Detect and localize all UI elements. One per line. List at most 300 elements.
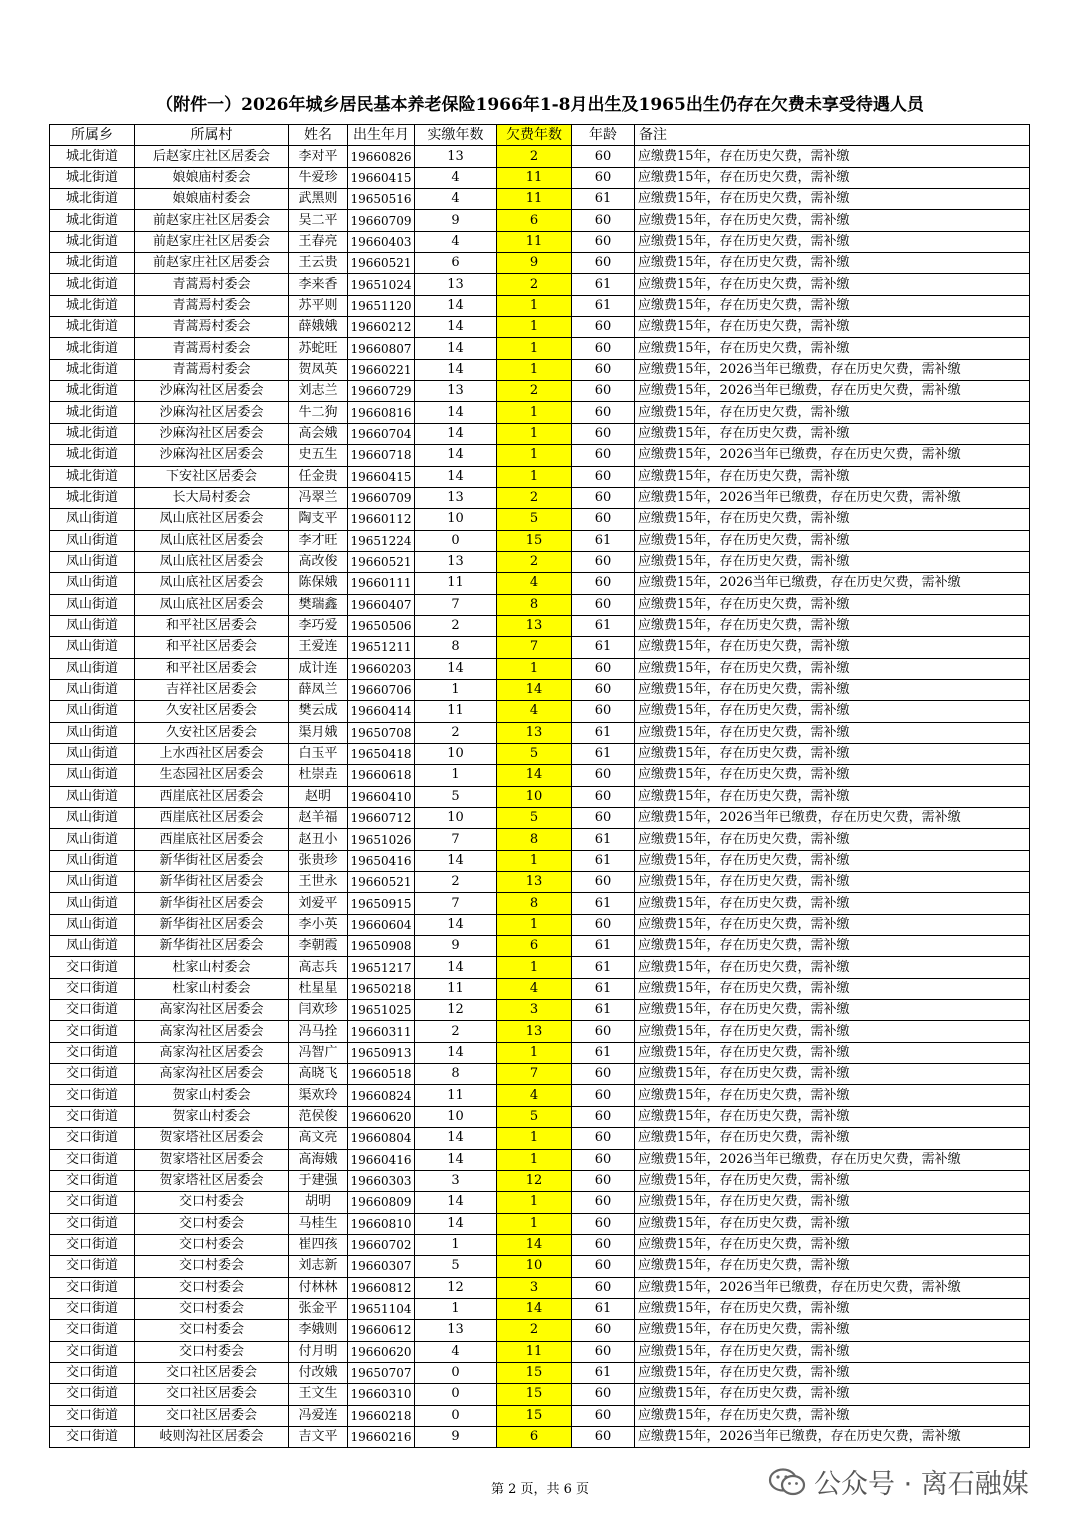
cell-age: 60: [572, 1149, 635, 1170]
cell-village: 青蒿焉村委会: [135, 359, 289, 380]
cell-name: 刘志新: [289, 1256, 348, 1277]
cell-remarks: 应缴费15年，存在历史欠费，需补缴: [635, 1170, 1030, 1191]
cell-paid-years: 6: [415, 253, 497, 274]
table-row: [50, 722, 1030, 743]
cell-age: 60: [572, 1106, 635, 1127]
cell-remarks: 应缴费15年，存在历史欠费，需补缴: [635, 1384, 1030, 1405]
cell-name: 史五生: [289, 445, 348, 466]
cell-village: 交口社区居委会: [135, 1405, 289, 1426]
cell-village: 沙麻沟社区居委会: [135, 423, 289, 444]
cell-village: 凤山底社区居委会: [135, 509, 289, 530]
cell-village: 青蒿焉村委会: [135, 295, 289, 316]
table-row: [50, 658, 1030, 679]
cell-village: 杜家山村委会: [135, 978, 289, 999]
cell-remarks: 应缴费15年，2026当年已缴费，存在历史欠费，需补缴: [635, 1277, 1030, 1298]
cell-arrears-years: 1: [497, 1192, 572, 1213]
cell-name: 付林林: [289, 1277, 348, 1298]
cell-age: 60: [572, 146, 635, 167]
cell-village: 西崖底社区居委会: [135, 786, 289, 807]
cell-birth-date: 19660618: [348, 765, 415, 786]
cell-name: 吴二平: [289, 210, 348, 231]
cell-birth-date: 19660709: [348, 487, 415, 508]
cell-arrears-years: 1: [497, 658, 572, 679]
cell-age: 61: [572, 957, 635, 978]
cell-name: 冯马拴: [289, 1021, 348, 1042]
cell-arrears-years: 3: [497, 1000, 572, 1021]
cell-arrears-years: 2: [497, 146, 572, 167]
cell-birth-date: 19660824: [348, 1085, 415, 1106]
table-row: [50, 637, 1030, 658]
cell-age: 61: [572, 850, 635, 871]
cell-name: 王春亮: [289, 231, 348, 252]
cell-village: 新华街社区居委会: [135, 872, 289, 893]
cell-remarks: 应缴费15年，存在历史欠费，需补缴: [635, 1362, 1030, 1383]
cell-age: 60: [572, 1021, 635, 1042]
cell-township: 凤山街道: [50, 936, 135, 957]
cell-paid-years: 2: [415, 722, 497, 743]
cell-township: 交口街道: [50, 1277, 135, 1298]
cell-village: 久安社区居委会: [135, 701, 289, 722]
cell-remarks: 应缴费15年，存在历史欠费，需补缴: [635, 701, 1030, 722]
cell-paid-years: 2: [415, 872, 497, 893]
table-row: [50, 530, 1030, 551]
header-age: 年龄: [572, 125, 635, 146]
table-row: [50, 679, 1030, 700]
cell-arrears-years: 2: [497, 381, 572, 402]
cell-paid-years: 13: [415, 146, 497, 167]
cell-age: 60: [572, 786, 635, 807]
header-name: 姓名: [289, 125, 348, 146]
cell-village: 前赵家庄社区居委会: [135, 253, 289, 274]
cell-village: 交口村委会: [135, 1277, 289, 1298]
cell-township: 凤山街道: [50, 658, 135, 679]
cell-name: 薛凤兰: [289, 679, 348, 700]
cell-birth-date: 19651104: [348, 1298, 415, 1319]
cell-birth-date: 19660307: [348, 1256, 415, 1277]
cell-name: 刘志兰: [289, 381, 348, 402]
cell-arrears-years: 13: [497, 615, 572, 636]
table-row: [50, 701, 1030, 722]
cell-age: 60: [572, 701, 635, 722]
cell-village: 岐则沟社区居委会: [135, 1426, 289, 1447]
cell-remarks: 应缴费15年，存在历史欠费，需补缴: [635, 231, 1030, 252]
cell-birth-date: 19660816: [348, 402, 415, 423]
cell-arrears-years: 4: [497, 701, 572, 722]
cell-age: 60: [572, 573, 635, 594]
cell-birth-date: 19660704: [348, 423, 415, 444]
cell-age: 60: [572, 1256, 635, 1277]
cell-name: 牛爱珍: [289, 167, 348, 188]
cell-arrears-years: 2: [497, 551, 572, 572]
table-row: [50, 210, 1030, 231]
cell-birth-date: 19651026: [348, 829, 415, 850]
cell-name: 白玉平: [289, 743, 348, 764]
cell-name: 陈保娥: [289, 573, 348, 594]
table-row: [50, 1170, 1030, 1191]
cell-paid-years: 9: [415, 1426, 497, 1447]
cell-township: 城北街道: [50, 210, 135, 231]
cell-name: 张贵珍: [289, 850, 348, 871]
table-row: [50, 1234, 1030, 1255]
cell-remarks: 应缴费15年，存在历史欠费，需补缴: [635, 466, 1030, 487]
cell-village: 后赵家庄社区居委会: [135, 146, 289, 167]
cell-township: 凤山街道: [50, 893, 135, 914]
cell-birth-date: 19650418: [348, 743, 415, 764]
cell-age: 60: [572, 679, 635, 700]
table-row: [50, 167, 1030, 188]
cell-age: 60: [572, 1213, 635, 1234]
cell-age: 61: [572, 530, 635, 551]
cell-name: 于建强: [289, 1170, 348, 1191]
cell-age: 61: [572, 1298, 635, 1319]
cell-township: 交口街道: [50, 1405, 135, 1426]
cell-township: 城北街道: [50, 189, 135, 210]
cell-name: 闫欢珍: [289, 1000, 348, 1021]
cell-birth-date: 19650915: [348, 893, 415, 914]
table-row: [50, 978, 1030, 999]
cell-name: 高志兵: [289, 957, 348, 978]
cell-birth-date: 19660410: [348, 786, 415, 807]
cell-township: 凤山街道: [50, 722, 135, 743]
cell-paid-years: 14: [415, 1042, 497, 1063]
cell-village: 贺家山村委会: [135, 1085, 289, 1106]
cell-arrears-years: 14: [497, 679, 572, 700]
cell-township: 城北街道: [50, 466, 135, 487]
cell-birth-date: 19660718: [348, 445, 415, 466]
cell-birth-date: 19660729: [348, 381, 415, 402]
table-row: [50, 1000, 1030, 1021]
cell-remarks: 应缴费15年，2026当年已缴费，存在历史欠费，需补缴: [635, 359, 1030, 380]
cell-birth-date: 19660303: [348, 1170, 415, 1191]
cell-birth-date: 19660218: [348, 1405, 415, 1426]
cell-paid-years: 11: [415, 1085, 497, 1106]
cell-birth-date: 19660212: [348, 317, 415, 338]
table-row: [50, 872, 1030, 893]
cell-township: 交口街道: [50, 1192, 135, 1213]
cell-arrears-years: 9: [497, 253, 572, 274]
cell-paid-years: 14: [415, 295, 497, 316]
cell-name: 渠月娥: [289, 722, 348, 743]
cell-birth-date: 19660620: [348, 1341, 415, 1362]
table-row: [50, 423, 1030, 444]
header-birth-date: 出生年月: [348, 125, 415, 146]
cell-birth-date: 19650908: [348, 936, 415, 957]
cell-township: 城北街道: [50, 231, 135, 252]
cell-remarks: 应缴费15年，存在历史欠费，需补缴: [635, 1000, 1030, 1021]
cell-township: 城北街道: [50, 295, 135, 316]
cell-age: 61: [572, 1042, 635, 1063]
cell-township: 凤山街道: [50, 829, 135, 850]
cell-village: 交口社区居委会: [135, 1384, 289, 1405]
cell-age: 60: [572, 231, 635, 252]
cell-village: 久安社区居委会: [135, 722, 289, 743]
cell-township: 凤山街道: [50, 637, 135, 658]
header-township: 所属乡: [50, 125, 135, 146]
cell-age: 60: [572, 658, 635, 679]
cell-birth-date: 19660620: [348, 1106, 415, 1127]
cell-age: 60: [572, 808, 635, 829]
table-row: [50, 274, 1030, 295]
cell-village: 贺家塔社区居委会: [135, 1170, 289, 1191]
cell-arrears-years: 13: [497, 1021, 572, 1042]
table-row: [50, 808, 1030, 829]
cell-village: 高家沟社区居委会: [135, 1000, 289, 1021]
table-row: [50, 829, 1030, 850]
cell-arrears-years: 1: [497, 957, 572, 978]
cell-age: 61: [572, 637, 635, 658]
cell-age: 61: [572, 295, 635, 316]
cell-paid-years: 12: [415, 1277, 497, 1298]
cell-name: 冯爱连: [289, 1405, 348, 1426]
cell-village: 新华街社区居委会: [135, 850, 289, 871]
cell-township: 凤山街道: [50, 551, 135, 572]
cell-arrears-years: 1: [497, 317, 572, 338]
table-row: [50, 1064, 1030, 1085]
cell-paid-years: 14: [415, 914, 497, 935]
cell-paid-years: 14: [415, 1213, 497, 1234]
cell-paid-years: 14: [415, 466, 497, 487]
cell-arrears-years: 6: [497, 210, 572, 231]
cell-township: 凤山街道: [50, 850, 135, 871]
cell-paid-years: 1: [415, 679, 497, 700]
cell-township: 凤山街道: [50, 679, 135, 700]
cell-paid-years: 14: [415, 957, 497, 978]
cell-remarks: 应缴费15年，存在历史欠费，需补缴: [635, 1064, 1030, 1085]
header-arrears-years: 欠费年数: [497, 125, 572, 146]
cell-township: 凤山街道: [50, 530, 135, 551]
cell-birth-date: 19660521: [348, 551, 415, 572]
cell-township: 交口街道: [50, 957, 135, 978]
cell-remarks: 应缴费15年，存在历史欠费，需补缴: [635, 146, 1030, 167]
cell-arrears-years: 1: [497, 402, 572, 423]
cell-paid-years: 14: [415, 423, 497, 444]
cell-age: 60: [572, 872, 635, 893]
cell-township: 交口街道: [50, 1362, 135, 1383]
cell-township: 交口街道: [50, 1106, 135, 1127]
cell-name: 赵明: [289, 786, 348, 807]
cell-village: 生态园社区居委会: [135, 765, 289, 786]
cell-township: 凤山街道: [50, 786, 135, 807]
cell-village: 下安社区居委会: [135, 466, 289, 487]
cell-name: 樊云成: [289, 701, 348, 722]
cell-age: 60: [572, 466, 635, 487]
cell-paid-years: 10: [415, 808, 497, 829]
table-row: [50, 445, 1030, 466]
cell-age: 61: [572, 743, 635, 764]
table-row: [50, 1405, 1030, 1426]
table-row: [50, 1085, 1030, 1106]
cell-village: 新华街社区居委会: [135, 936, 289, 957]
table-row: [50, 551, 1030, 572]
cell-name: 渠欢玲: [289, 1085, 348, 1106]
cell-name: 李朝霞: [289, 936, 348, 957]
table-row: [50, 1426, 1030, 1447]
cell-name: 李对平: [289, 146, 348, 167]
cell-remarks: 应缴费15年，2026当年已缴费，存在历史欠费，需补缴: [635, 445, 1030, 466]
cell-village: 贺家山村委会: [135, 1106, 289, 1127]
cell-name: 赵羊福: [289, 808, 348, 829]
cell-birth-date: 19660604: [348, 914, 415, 935]
cell-age: 60: [572, 423, 635, 444]
cell-name: 马桂生: [289, 1213, 348, 1234]
cell-paid-years: 7: [415, 829, 497, 850]
cell-township: 城北街道: [50, 146, 135, 167]
cell-paid-years: 11: [415, 978, 497, 999]
cell-age: 61: [572, 893, 635, 914]
cell-paid-years: 4: [415, 231, 497, 252]
cell-remarks: 应缴费15年，存在历史欠费，需补缴: [635, 1085, 1030, 1106]
cell-paid-years: 11: [415, 701, 497, 722]
cell-arrears-years: 4: [497, 573, 572, 594]
cell-name: 冯翠兰: [289, 487, 348, 508]
cell-arrears-years: 6: [497, 936, 572, 957]
cell-paid-years: 5: [415, 1256, 497, 1277]
cell-arrears-years: 11: [497, 189, 572, 210]
cell-age: 61: [572, 936, 635, 957]
cell-township: 城北街道: [50, 487, 135, 508]
cell-age: 61: [572, 978, 635, 999]
cell-birth-date: 19650913: [348, 1042, 415, 1063]
cell-paid-years: 13: [415, 1320, 497, 1341]
cell-arrears-years: 1: [497, 1213, 572, 1234]
table-row: [50, 402, 1030, 423]
cell-township: 交口街道: [50, 1256, 135, 1277]
cell-arrears-years: 5: [497, 808, 572, 829]
cell-township: 交口街道: [50, 1085, 135, 1106]
cell-arrears-years: 4: [497, 1085, 572, 1106]
page-number: 第 2 页，共 6 页: [490, 1482, 590, 1497]
cell-village: 贺家塔社区居委会: [135, 1149, 289, 1170]
cell-name: 李小英: [289, 914, 348, 935]
cell-arrears-years: 10: [497, 786, 572, 807]
cell-township: 交口街道: [50, 1149, 135, 1170]
cell-name: 李娥则: [289, 1320, 348, 1341]
header-remarks: 备注: [635, 125, 1030, 146]
cell-township: 凤山街道: [50, 615, 135, 636]
cell-village: 新华街社区居委会: [135, 914, 289, 935]
cell-village: 交口村委会: [135, 1320, 289, 1341]
cell-remarks: 应缴费15年，存在历史欠费，需补缴: [635, 914, 1030, 935]
arrears-table: [49, 124, 1030, 1448]
cell-village: 交口村委会: [135, 1341, 289, 1362]
cell-village: 和平社区居委会: [135, 615, 289, 636]
cell-paid-years: 14: [415, 445, 497, 466]
cell-township: 凤山街道: [50, 743, 135, 764]
cell-birth-date: 19660203: [348, 658, 415, 679]
cell-age: 60: [572, 1384, 635, 1405]
cell-birth-date: 19651217: [348, 957, 415, 978]
cell-remarks: 应缴费15年，2026当年已缴费，存在历史欠费，需补缴: [635, 573, 1030, 594]
table-row: [50, 487, 1030, 508]
cell-paid-years: 13: [415, 274, 497, 295]
cell-birth-date: 19660826: [348, 146, 415, 167]
cell-remarks: 应缴费15年，2026当年已缴费，存在历史欠费，需补缴: [635, 381, 1030, 402]
cell-age: 61: [572, 829, 635, 850]
table-row: [50, 1042, 1030, 1063]
cell-age: 60: [572, 765, 635, 786]
cell-birth-date: 19660709: [348, 210, 415, 231]
table-row: [50, 295, 1030, 316]
table-row: [50, 509, 1030, 530]
document-title: （附件一）2026年城乡居民基本养老保险1966年1-8月出生及1965出生仍存在欠费未享受待遇人员: [156, 95, 924, 115]
cell-remarks: 应缴费15年，2026当年已缴费，存在历史欠费，需补缴: [635, 487, 1030, 508]
cell-village: 青蒿焉村委会: [135, 317, 289, 338]
cell-age: 60: [572, 253, 635, 274]
cell-township: 交口街道: [50, 1128, 135, 1149]
cell-name: 武黑则: [289, 189, 348, 210]
cell-paid-years: 14: [415, 317, 497, 338]
cell-paid-years: 0: [415, 1405, 497, 1426]
cell-birth-date: 19660415: [348, 167, 415, 188]
cell-paid-years: 10: [415, 509, 497, 530]
cell-village: 高家沟社区居委会: [135, 1021, 289, 1042]
cell-village: 西崖底社区居委会: [135, 808, 289, 829]
table-row: [50, 189, 1030, 210]
cell-paid-years: 1: [415, 765, 497, 786]
cell-village: 交口村委会: [135, 1192, 289, 1213]
cell-remarks: 应缴费15年，存在历史欠费，需补缴: [635, 722, 1030, 743]
cell-remarks: 应缴费15年，存在历史欠费，需补缴: [635, 893, 1030, 914]
wechat-icon: [768, 1467, 806, 1497]
cell-remarks: 应缴费15年，存在历史欠费，需补缴: [635, 317, 1030, 338]
cell-birth-date: 19660702: [348, 1234, 415, 1255]
cell-age: 60: [572, 1341, 635, 1362]
cell-birth-date: 19660809: [348, 1192, 415, 1213]
cell-age: 60: [572, 359, 635, 380]
cell-name: 杜星星: [289, 978, 348, 999]
cell-name: 陶支平: [289, 509, 348, 530]
table-header-row: [50, 125, 1030, 146]
table-row: [50, 893, 1030, 914]
cell-paid-years: 13: [415, 487, 497, 508]
cell-name: 赵丑小: [289, 829, 348, 850]
cell-name: 张金平: [289, 1298, 348, 1319]
cell-paid-years: 0: [415, 1362, 497, 1383]
cell-age: 60: [572, 167, 635, 188]
cell-village: 和平社区居委会: [135, 658, 289, 679]
table-row: [50, 850, 1030, 871]
cell-village: 前赵家庄社区居委会: [135, 210, 289, 231]
cell-age: 61: [572, 722, 635, 743]
table-row: [50, 1256, 1030, 1277]
cell-village: 凤山底社区居委会: [135, 551, 289, 572]
cell-birth-date: 19660612: [348, 1320, 415, 1341]
table-row: [50, 1128, 1030, 1149]
cell-village: 交口村委会: [135, 1234, 289, 1255]
cell-birth-date: 19650707: [348, 1362, 415, 1383]
cell-arrears-years: 12: [497, 1170, 572, 1191]
cell-arrears-years: 11: [497, 167, 572, 188]
table-row: [50, 1149, 1030, 1170]
cell-remarks: 应缴费15年，存在历史欠费，需补缴: [635, 167, 1030, 188]
cell-arrears-years: 1: [497, 338, 572, 359]
cell-arrears-years: 1: [497, 1042, 572, 1063]
cell-age: 61: [572, 274, 635, 295]
cell-arrears-years: 14: [497, 1298, 572, 1319]
table-row: [50, 957, 1030, 978]
cell-age: 61: [572, 615, 635, 636]
cell-arrears-years: 1: [497, 466, 572, 487]
cell-township: 城北街道: [50, 359, 135, 380]
cell-remarks: 应缴费15年，存在历史欠费，需补缴: [635, 274, 1030, 295]
table-row: [50, 1384, 1030, 1405]
cell-age: 61: [572, 189, 635, 210]
cell-arrears-years: 7: [497, 637, 572, 658]
cell-birth-date: 19660112: [348, 509, 415, 530]
cell-name: 付改娥: [289, 1362, 348, 1383]
cell-remarks: 应缴费15年，存在历史欠费，需补缴: [635, 850, 1030, 871]
cell-name: 贺凤英: [289, 359, 348, 380]
